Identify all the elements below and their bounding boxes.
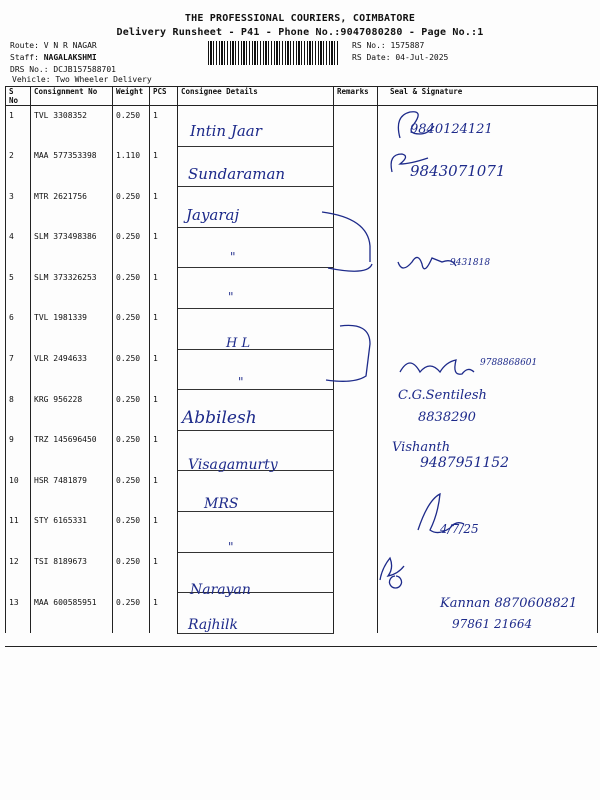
table-header — [6, 87, 598, 106]
row-weight: 0.250 — [113, 187, 150, 228]
row-sno: 2 — [6, 146, 31, 187]
row-consignee — [178, 349, 334, 390]
rs-date-label: RS Date: — [352, 53, 391, 62]
row-sno: 5 — [6, 268, 31, 309]
row-remarks — [334, 390, 378, 431]
hw-signature-9: Vishanth — [392, 440, 451, 455]
company-title: THE PROFESSIONAL COURIERS, COIMBATORE — [184, 13, 416, 24]
row-consignment: TSI 8189673 — [31, 552, 113, 593]
row-weight: 0.250 — [113, 593, 150, 634]
row-sno: 11 — [6, 511, 31, 552]
hw-signature-8: C.G.Sentilesh — [398, 388, 487, 403]
row-consignment: SLM 373498386 — [31, 227, 113, 268]
row-weight: 1.110 — [113, 146, 150, 187]
hw-signature-13a: Kannan 8870608821 — [440, 596, 578, 611]
drs-value: DCJB157588701 — [53, 65, 116, 74]
row-sno: 6 — [6, 308, 31, 349]
row-remarks — [334, 268, 378, 309]
row-remarks — [334, 471, 378, 512]
col-seal: Seal & Signature — [378, 87, 598, 106]
hw-phone-8: 8838290 — [418, 410, 476, 425]
row-sno: 10 — [6, 471, 31, 512]
hw-signature-13b: 97861 21664 — [452, 617, 533, 631]
row-consignee — [178, 511, 334, 552]
row-consignment: TVL 1981339 — [31, 308, 113, 349]
route-line — [10, 41, 97, 50]
rs-date-value: 04-Jul-2025 — [395, 53, 449, 62]
staff-value: NAGALAKSHMI — [43, 53, 97, 62]
rs-no-line — [352, 41, 424, 50]
staff-label: Staff: — [10, 53, 39, 62]
row-consignee — [178, 268, 334, 309]
row-pcs: 1 — [150, 187, 178, 228]
row-consignment: SLM 373326253 — [31, 268, 113, 309]
row-remarks — [334, 308, 378, 349]
col-remarks: Remarks — [334, 87, 378, 106]
row-pcs: 1 — [150, 268, 178, 309]
row-consignment: MAA 577353398 — [31, 146, 113, 187]
row-sno: 3 — [6, 187, 31, 228]
row-remarks — [334, 349, 378, 390]
hw-phone-2: 9843071071 — [410, 162, 506, 180]
row-pcs: 1 — [150, 552, 178, 593]
vehicle-label: Vehicle: — [12, 75, 51, 84]
row-weight: 0.250 — [113, 552, 150, 593]
row-consignment: TVL 3308352 — [31, 106, 113, 147]
hw-consignee-10: MRS — [204, 496, 239, 512]
hw-hl: H L — [226, 336, 251, 351]
table-row — [6, 511, 598, 552]
table-bottom-border — [5, 646, 597, 647]
row-consignee — [178, 308, 334, 349]
row-pcs: 1 — [150, 106, 178, 147]
hw-consignee-9: Visagamurty — [188, 457, 278, 473]
hw-phone-1: 9840124121 — [410, 122, 493, 137]
row-pcs: 1 — [150, 308, 178, 349]
row-sno: 4 — [6, 227, 31, 268]
hw-ditto-5: " — [228, 290, 234, 304]
hw-ditto-7: " — [238, 375, 244, 389]
row-weight: 0.250 — [113, 308, 150, 349]
row-seal — [378, 511, 598, 552]
row-weight: 0.250 — [113, 511, 150, 552]
table-row — [6, 552, 598, 593]
row-remarks — [334, 227, 378, 268]
route-value: V N R NAGAR — [43, 41, 97, 50]
hw-ditto-4: " — [230, 250, 236, 264]
row-remarks — [334, 187, 378, 228]
row-consignment: TRZ 145696450 — [31, 430, 113, 471]
table-row — [6, 106, 598, 147]
col-consignee: Consignee Details — [178, 87, 334, 106]
staff-line — [10, 53, 97, 62]
hw-phone-9: 9487951152 — [420, 455, 510, 471]
row-remarks — [334, 511, 378, 552]
row-seal — [378, 187, 598, 228]
row-weight: 0.250 — [113, 390, 150, 431]
row-consignee — [178, 227, 334, 268]
row-pcs: 1 — [150, 511, 178, 552]
col-pcs: PCS — [150, 87, 178, 106]
row-pcs: 1 — [150, 593, 178, 634]
row-consignment: HSR 7481879 — [31, 471, 113, 512]
row-weight: 0.250 — [113, 227, 150, 268]
row-consignment: STY 6165331 — [31, 511, 113, 552]
table-row — [6, 227, 598, 268]
row-remarks — [334, 146, 378, 187]
row-sno: 9 — [6, 430, 31, 471]
col-sno: S No — [6, 87, 31, 106]
hw-consignee-13b: Rajhilk — [188, 617, 239, 633]
row-consignment: KRG 956228 — [31, 390, 113, 431]
row-sno: 12 — [6, 552, 31, 593]
row-remarks — [334, 552, 378, 593]
rs-no-label: RS No.: — [352, 41, 386, 50]
hw-date-11: 4/7/25 — [440, 522, 479, 536]
vehicle-line — [12, 75, 152, 84]
row-seal — [378, 471, 598, 512]
table-row — [6, 471, 598, 512]
row-weight: 0.250 — [113, 268, 150, 309]
row-seal — [378, 349, 598, 390]
row-pcs: 1 — [150, 146, 178, 187]
hw-phone-7: 9788868601 — [480, 358, 538, 368]
row-pcs: 1 — [150, 390, 178, 431]
row-pcs: 1 — [150, 430, 178, 471]
rs-date-line — [352, 53, 448, 62]
runsheet-subtitle: Delivery Runsheet - P41 - Phone No.:9047080280 - Page No.:1 — [116, 27, 484, 38]
row-pcs: 1 — [150, 349, 178, 390]
rs-no-value: 1575887 — [390, 41, 425, 50]
row-pcs: 1 — [150, 227, 178, 268]
hw-consignee-8: Abbilesh — [182, 408, 257, 428]
row-seal — [378, 308, 598, 349]
row-consignment: MTR 2621756 — [31, 187, 113, 228]
row-seal — [378, 268, 598, 309]
row-remarks — [334, 430, 378, 471]
col-consignment: Consignment No — [31, 87, 113, 106]
table-row — [6, 146, 598, 187]
row-consignment: MAA 600585951 — [31, 593, 113, 634]
vehicle-value: Two Wheeler Delivery — [55, 75, 152, 84]
row-sno: 13 — [6, 593, 31, 634]
row-seal — [378, 552, 598, 593]
row-sno: 7 — [6, 349, 31, 390]
table-row — [6, 308, 598, 349]
row-remarks — [334, 593, 378, 634]
barcode — [208, 41, 340, 65]
row-weight: 0.250 — [113, 349, 150, 390]
row-weight: 0.250 — [113, 430, 150, 471]
hw-consignee-13a: Narayan — [190, 582, 251, 598]
row-consignment: VLR 2494633 — [31, 349, 113, 390]
row-weight: 0.250 — [113, 106, 150, 147]
drs-line — [10, 65, 116, 74]
route-label: Route: — [10, 41, 39, 50]
row-sno: 1 — [6, 106, 31, 147]
hw-consignee-3: Jayaraj — [186, 206, 240, 224]
row-weight: 0.250 — [113, 471, 150, 512]
col-weight: Weight — [113, 87, 150, 106]
table-row — [6, 349, 598, 390]
row-remarks — [334, 106, 378, 147]
hw-consignee-2: Sundaraman — [188, 165, 286, 183]
table-row — [6, 187, 598, 228]
hw-ditto-11: " — [228, 540, 234, 554]
hw-phone-5: 9431818 — [450, 258, 491, 268]
row-sno: 8 — [6, 390, 31, 431]
drs-label: DRS No.: — [10, 65, 49, 74]
row-pcs: 1 — [150, 471, 178, 512]
hw-consignee-1: Intin Jaar — [190, 122, 262, 140]
table-row — [6, 268, 598, 309]
table-row — [6, 390, 598, 431]
row-consignee — [178, 471, 334, 512]
